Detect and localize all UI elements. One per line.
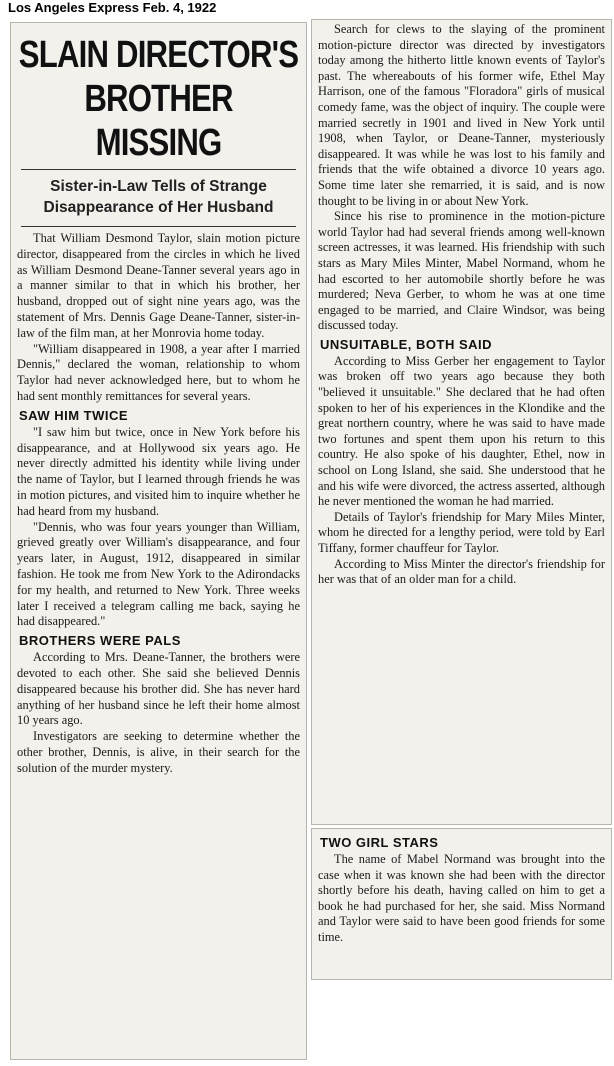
- subhead-saw-him-twice: SAW HIM TWICE: [19, 407, 129, 423]
- source-caption: Los Angeles Express Feb. 4, 1922: [8, 0, 217, 15]
- paragraph: According to Miss Gerber her engagement to Taylor was broken off two years ago because they both "believed it unsuitable." She declared that he had often spoken to her of his experiences in the Klondike and the great northern country, where he was said to have made two fortunes and spent them upon his return to this country. He also spoke of his daughter, Ethel, now in school on Long Island, she said. She understood that he and his wife were divorced, the actress asserted, although he never mentioned the woman he had married.: [318, 353, 605, 509]
- paragraph: That William Desmond Taylor, slain motion picture director, disappeared from the circles in which he lived as William Desmond Deane-Tanner several years ago in a manner similar to that in which his brother, her husband, dropped out of sight nine years ago, was the statement of Mrs. Dennis Gage Deane-Tanner, sister-in-law of the film man, at her Monrovia home today.: [17, 231, 300, 340]
- paragraph: "William disappeared in 1908, a year after I married Dennis," declared the woman, relationship to whom Taylor had never acknowledged here, but to whom he had sent monthly remittances for several years.: [17, 341, 300, 403]
- headline-line-2: BROTHER MISSING: [84, 78, 233, 164]
- headline-line-1: SLAIN DIRECTOR'S: [18, 34, 299, 76]
- subhead-two-girl-stars: TWO GIRL STARS: [320, 835, 439, 850]
- paragraph: According to Miss Minter the director's friendship for her was that of an older man for a child.: [318, 556, 605, 587]
- clipping-column-1: [10, 22, 307, 1060]
- paragraph: "I saw him but twice, once in New York before his disappearance, and at Hollywood six years ago. He never directly admitted his identity while living under the name of Taylor, but I learned through friends he was in motion pictures, and visited him to inquire whether he had heard from my husband.: [17, 424, 300, 518]
- divider: [21, 169, 296, 170]
- paragraph: Search for clews to the slaying of the prominent motion-picture director was directed by investigators today among the hitherto little known events of Taylor's past. The whereabouts of his former wife, Ethel May Harrison, one of the famous "Floradora" girls of musical comedy fame, was the object of inquiry. The couple were married secretly in 1901 and lived in New York until 1908, when Taylor, or Deane-Tanner, mysteriously disappeared. It was while he was lost to his family and friends that the wife obtained a divorce 10 years ago. Some time later she remarried, it is said, and is now thought to be living in or about New York.: [318, 22, 605, 208]
- clipping-column-3: [311, 828, 612, 980]
- subhead-brothers-were-pals: BROTHERS WERE PALS: [19, 633, 181, 649]
- subhead-unsuitable: UNSUITABLE, BOTH SAID: [320, 336, 493, 352]
- paragraph: The name of Mabel Normand was brought into the case when it was known she had been with the director shortly before his death, having called on him to get a book he had purchased for her, she said. Miss Normand and Taylor were said to have been good friends for some time.: [318, 852, 605, 944]
- paragraph: Details of Taylor's friendship for Mary Miles Minter, whom he directed for a lengthy period, were told by Earl Tiffany, former chauffeur for Taylor.: [318, 509, 605, 555]
- paragraph: Investigators are seeking to determine whether the other brother, Dennis, is alive, in their search for the solution of the murder mystery.: [17, 729, 300, 775]
- divider: [21, 226, 296, 227]
- paragraph: "Dennis, who was four years younger than William, grieved greatly over William's disappearance, and four years later, in August, 1912, disappeared in similar fashion. He took me from New York to the Adirondacks for my health, and returned to New York. Three weeks later I received a telegram calling me back, saying he had disappeared.": [17, 519, 300, 629]
- paragraph: Since his rise to prominence in the motion-picture world Taylor had had several friends among well-known screen actresses, it was learned. His friendship with such stars as Mary Miles Minter, Mabel Normand, whom he had escorted to her automobile shortly before he was murdered; Neva Gerber, to whom he was at one time engaged to be married, and Claire Windsor, was being discussed today.: [318, 209, 605, 333]
- clipping-column-2: [311, 19, 612, 825]
- paragraph: According to Mrs. Deane-Tanner, the brothers were devoted to each other. She said she believed Dennis disappeared because his brother did. She has never hard anything of her husband since he left their home almost 10 years ago.: [17, 650, 300, 728]
- headline: [18, 33, 299, 165]
- deck-headline: Sister-in-Law Tells of Strange Disappearance of Her Husband: [43, 178, 274, 216]
